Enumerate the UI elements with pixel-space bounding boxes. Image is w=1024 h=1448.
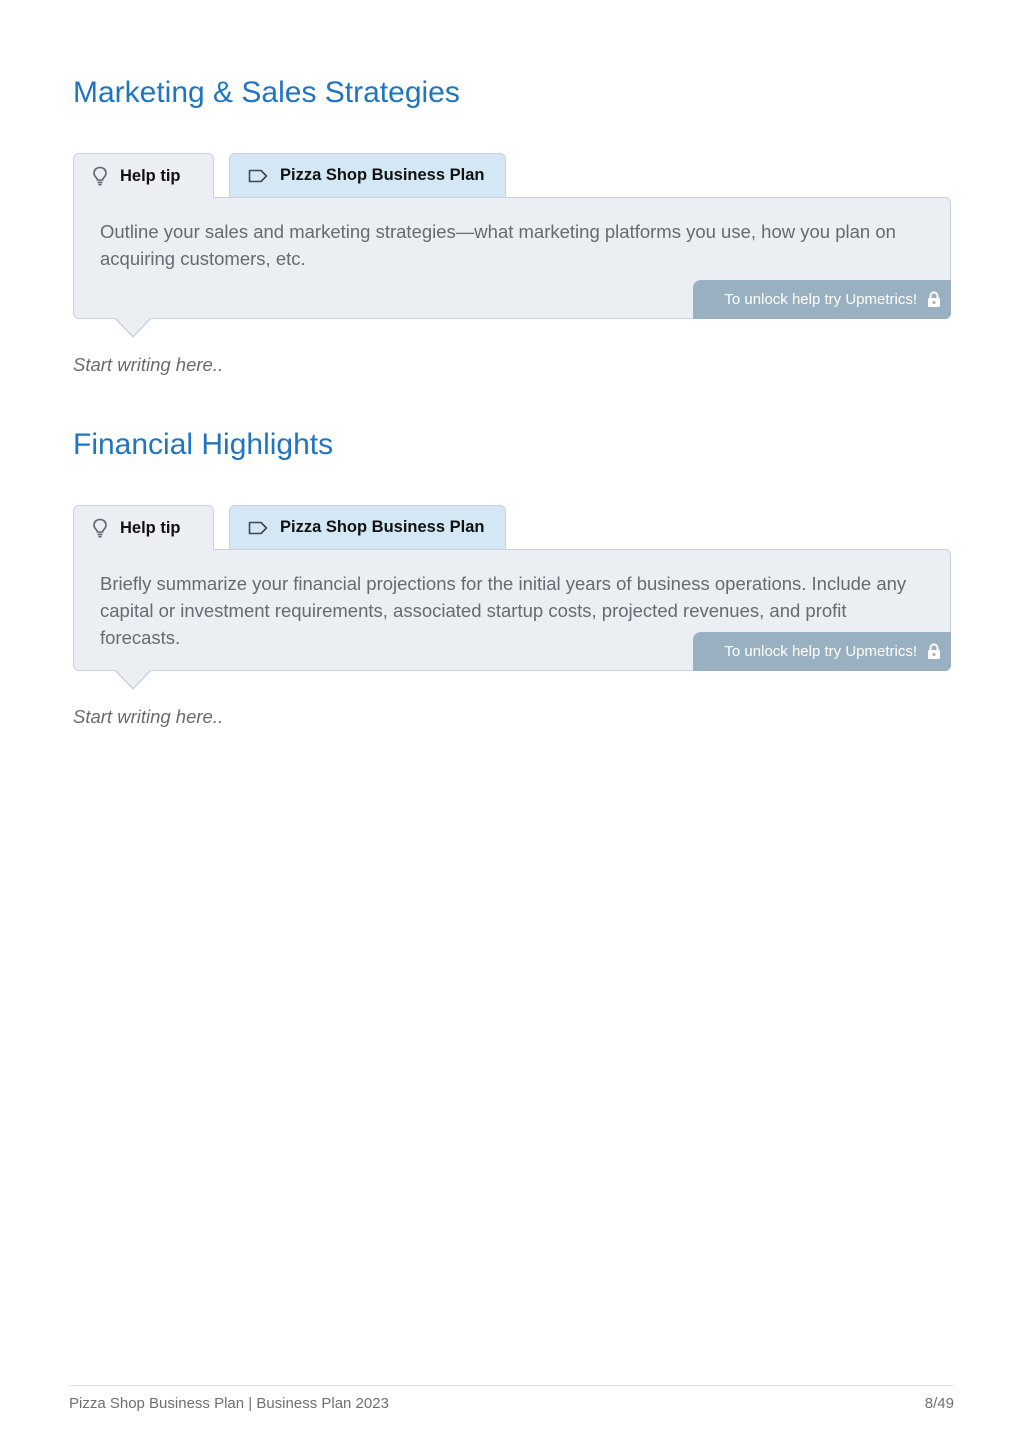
tab-business-plan-label: Pizza Shop Business Plan bbox=[280, 166, 485, 184]
tab-help-tip[interactable] bbox=[73, 153, 214, 198]
tab-help-tip-label: Help tip bbox=[120, 518, 181, 537]
tip-pointer bbox=[114, 318, 152, 338]
section-financial-highlights bbox=[73, 422, 951, 729]
section-title: Financial Highlights bbox=[73, 428, 334, 461]
tip-tabs bbox=[73, 153, 951, 197]
page-number: 8/49 bbox=[924, 1395, 954, 1412]
unlock-help-button[interactable] bbox=[693, 280, 951, 319]
help-tip-box bbox=[73, 549, 951, 671]
unlock-help-button[interactable] bbox=[693, 632, 951, 671]
tab-business-plan-label: Pizza Shop Business Plan bbox=[280, 518, 485, 536]
lock-icon bbox=[927, 291, 941, 308]
unlock-help-label: To unlock help try Upmetrics! bbox=[724, 643, 917, 660]
footer-document-title: Pizza Shop Business Plan | Business Plan 2023 bbox=[69, 1395, 389, 1412]
section-title: Marketing & Sales Strategies bbox=[73, 76, 460, 109]
unlock-help-label: To unlock help try Upmetrics! bbox=[724, 291, 917, 308]
tag-icon bbox=[248, 521, 268, 535]
tag-icon bbox=[248, 169, 268, 183]
tip-tabs bbox=[73, 505, 951, 549]
writing-area[interactable]: Start writing here.. bbox=[73, 706, 224, 727]
tab-help-tip-label: Help tip bbox=[120, 166, 181, 185]
tab-business-plan[interactable] bbox=[229, 505, 506, 549]
help-tip-box bbox=[73, 197, 951, 319]
writing-area[interactable]: Start writing here.. bbox=[73, 354, 224, 375]
tip-pointer bbox=[114, 670, 152, 690]
help-tip-text: Outline your sales and marketing strategies—what marketing platforms you use, how you plan on acquiring customers, etc. bbox=[100, 221, 896, 269]
help-tip-text: Briefly summarize your financial projections for the initial years of business operations. Include any capital or investment requirements, associated startup costs, projected revenues, and profit forecasts. bbox=[100, 573, 907, 648]
tab-help-tip[interactable] bbox=[73, 505, 214, 550]
section-marketing-sales bbox=[73, 70, 951, 377]
lock-icon bbox=[927, 643, 941, 660]
lightbulb-icon bbox=[92, 166, 108, 186]
page-footer bbox=[69, 1385, 954, 1412]
tab-business-plan[interactable] bbox=[229, 153, 506, 197]
lightbulb-icon bbox=[92, 518, 108, 538]
